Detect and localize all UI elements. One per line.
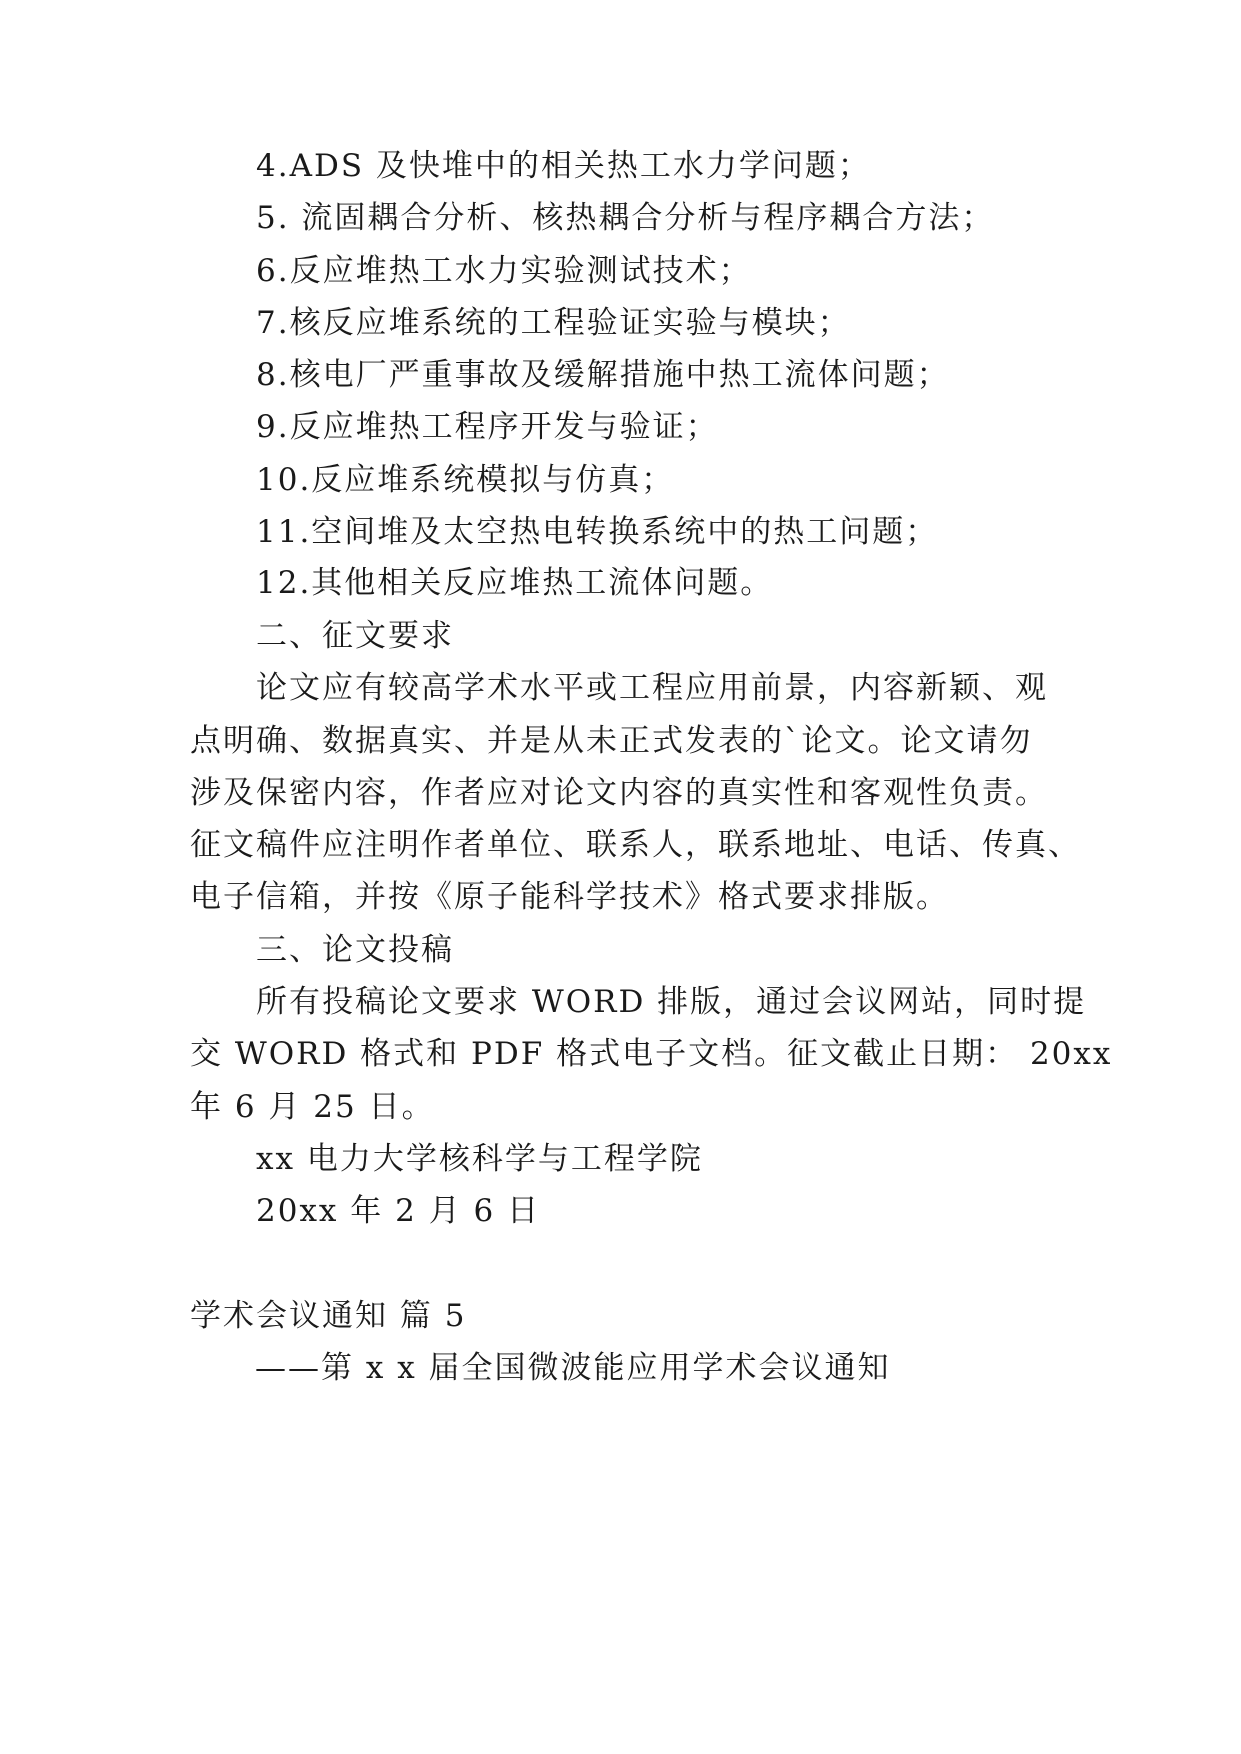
signature-date: 20xx 年 2 月 6 日 bbox=[256, 1193, 541, 1229]
topic-item-9: 9.反应堆热工程序开发与验证； bbox=[256, 409, 719, 445]
topic-item-6: 6.反应堆热工水力实验测试技术； bbox=[256, 253, 752, 289]
topic-item-7: 7.核反应堆系统的工程验证实验与模块； bbox=[256, 305, 851, 341]
section-heading-requirements: 二、征文要求 bbox=[256, 618, 454, 654]
section-heading-submission: 三、论文投稿 bbox=[256, 932, 454, 968]
signature-organization: xx 电力大学核科学与工程学院 bbox=[256, 1141, 703, 1177]
topic-item-10: 10.反应堆系统模拟与仿真； bbox=[256, 462, 675, 498]
submission-paragraph-line-2: 交 WORD 格式和 PDF 格式电子文档。征文截止日期： 20xx bbox=[190, 1036, 1113, 1072]
requirements-paragraph-line-1: 论文应有较高学术水平或工程应用前景，内容新颖、观 bbox=[256, 670, 1048, 706]
topic-item-5: 5. 流固耦合分析、核热耦合分析与程序耦合方法； bbox=[256, 200, 995, 236]
requirements-paragraph-line-4: 征文稿件应注明作者单位、联系人，联系地址、电话、传真、 bbox=[190, 827, 1081, 863]
requirements-paragraph-line-2: 点明确、数据真实、并是从未正式发表的`论文。论文请勿 bbox=[190, 723, 1033, 759]
submission-paragraph-line-3: 年 6 月 25 日。 bbox=[190, 1089, 435, 1125]
requirements-paragraph-line-3: 涉及保密内容，作者应对论文内容的真实性和客观性负责。 bbox=[190, 775, 1048, 811]
topic-item-4: 4.ADS 及快堆中的相关热工水力学问题； bbox=[256, 148, 871, 184]
next-notice-subtitle: ——第 x x 届全国微波能应用学术会议通知 bbox=[255, 1350, 891, 1386]
topic-item-8: 8.核电厂严重事故及缓解措施中热工流体问题； bbox=[256, 357, 950, 393]
topic-item-12: 12.其他相关反应堆热工流体问题。 bbox=[256, 565, 774, 601]
submission-paragraph-line-1: 所有投稿论文要求 WORD 排版，通过会议网站，同时提 bbox=[256, 984, 1087, 1020]
requirements-paragraph-line-5: 电子信箱，并按《原子能科学技术》格式要求排版。 bbox=[190, 879, 949, 915]
topic-item-11: 11.空间堆及太空热电转换系统中的热工问题； bbox=[256, 514, 939, 550]
next-notice-title: 学术会议通知 篇 5 bbox=[190, 1298, 467, 1334]
